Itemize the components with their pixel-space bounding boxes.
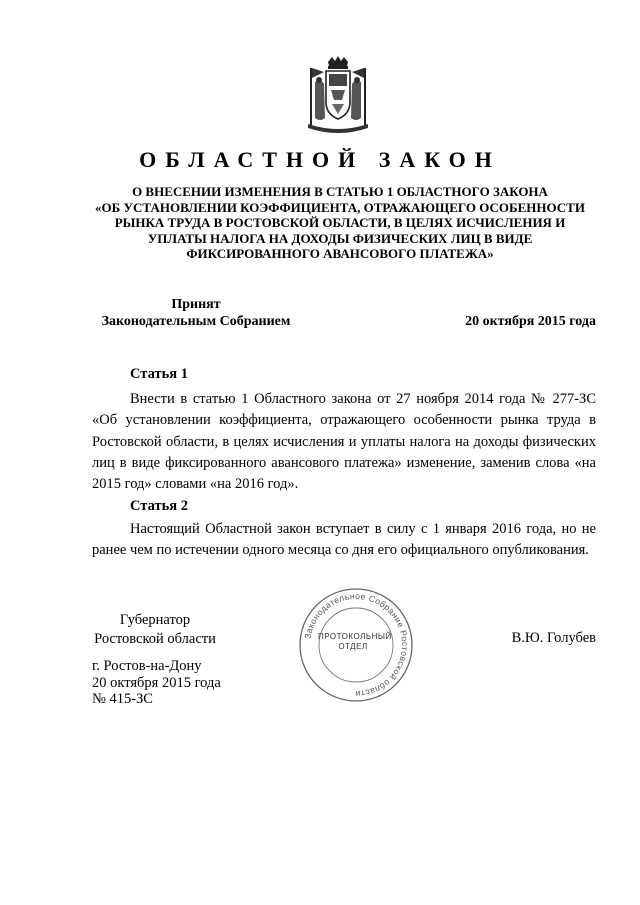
law-subtitle	[80, 184, 600, 262]
governor-position	[80, 611, 230, 649]
subtitle-line: РЫНКА ТРУДА В РОСТОВСКОЙ ОБЛАСТИ, В ЦЕЛЯХ ИСЧИСЛЕНИЯ И	[114, 215, 566, 230]
subtitle-line: О ВНЕСЕНИИ ИЗМЕНЕНИЯ В СТАТЬЮ 1 ОБЛАСТНОГО ЗАКОНА	[132, 184, 548, 199]
position-line1: Губернатор	[119, 612, 191, 628]
law-number: № 415-ЗС	[92, 691, 153, 707]
adopted-by-label	[96, 296, 296, 330]
article-1-heading: Статья 1	[130, 366, 188, 382]
subtitle-line: «ОБ УСТАНОВЛЕНИИ КОЭФФИЦИЕНТА, ОТРАЖАЮЩЕГО ОСОБЕННОСТИ	[95, 199, 585, 215]
coat-of-arms-icon	[298, 56, 378, 136]
stamp-center-text	[318, 632, 392, 652]
city: г. Ростов-на-Дону	[92, 658, 202, 674]
adoption-date: 20 октября 2015 года	[465, 314, 596, 329]
stamp-ring-text: Законодательное Собрание Ростовской области	[302, 590, 411, 700]
position-line2: Ростовской области	[94, 631, 216, 647]
stamp-center-line2: ОТДЕЛ	[338, 642, 368, 651]
article-1-text: Внести в статью 1 Областного закона от 27 ноября 2014 года № 277-ЗС «Об установлении коэффициента, отражающего особенности рынка труда в Ростовской области, в целях исчисления и уплаты налога на доходы физических лиц в виде фиксированного авансового платежа» изменение, заменив слова «на 2015 год» словами «на 2016 год».	[92, 391, 596, 493]
article-2-text: Настоящий Областной закон вступает в силу с 1 января 2016 года, но не ранее чем по истечении одного месяца со дня его официального опубликования.	[92, 521, 596, 559]
subtitle-line: ФИКСИРОВАННОГО АВАНСОВОГО ПЛАТЕЖА»	[186, 246, 494, 261]
law-title: ОБЛАСТНОЙ ЗАКОН	[139, 147, 501, 172]
subtitle-line: УПЛАТЫ НАЛОГА НА ДОХОДЫ ФИЗИЧЕСКИХ ЛИЦ В ВИДЕ	[147, 230, 533, 246]
adopted-label-line2: Законодательным Собранием	[101, 314, 291, 329]
article-2-heading: Статья 2	[130, 498, 188, 514]
stamp-center-line1: ПРОТОКОЛЬНЫЙ	[318, 632, 392, 641]
governor-name: В.Ю. Голубев	[511, 630, 596, 646]
place-date-number	[92, 658, 292, 708]
adopted-label-line1: Принят	[171, 297, 221, 312]
signing-date: 20 октября 2015 года	[92, 674, 221, 691]
